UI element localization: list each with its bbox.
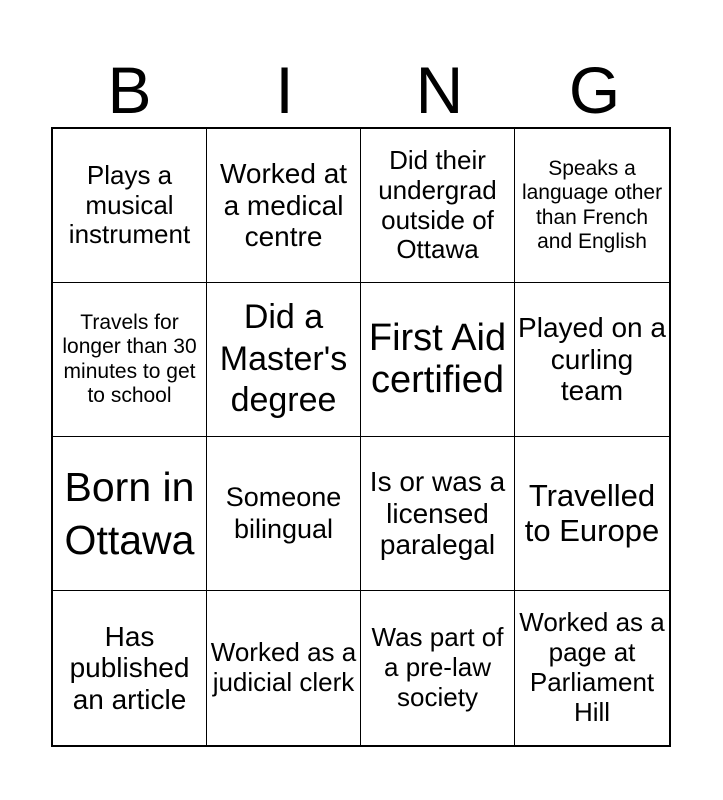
cell-text: Has published an article — [69, 620, 190, 715]
bingo-cell-r4c2[interactable] — [207, 591, 361, 745]
cell-text: Born in Ottawa — [64, 464, 195, 563]
bingo-cell-r2c1[interactable] — [53, 283, 207, 437]
cell-text: Plays a musical instrument — [68, 159, 191, 250]
bingo-cell-r2c4[interactable] — [515, 283, 669, 437]
bingo-board — [51, 127, 671, 747]
cell-text: Travelled to Europe — [524, 477, 660, 548]
cell-text: Worked at a medical centre — [219, 158, 348, 253]
cell-text: Did a Master's degree — [219, 298, 348, 420]
bingo-cell-r3c3[interactable] — [361, 437, 515, 591]
header-letter-i: I — [275, 53, 294, 127]
cell-text: Speaks a language other than French and English — [521, 157, 663, 253]
cell-text: Someone bilingual — [225, 482, 342, 544]
cell-text: First Aid certified — [368, 316, 507, 401]
cell-text: Worked as a judicial clerk — [210, 637, 357, 697]
header-letter-b: B — [107, 53, 152, 127]
bingo-cell-r3c4[interactable] — [515, 437, 669, 591]
header-letter-g: G — [568, 53, 621, 127]
bingo-cell-r4c1[interactable] — [53, 591, 207, 745]
header-letter-n: N — [415, 53, 464, 127]
cell-text: Was part of a pre-law society — [371, 622, 504, 712]
bingo-cell-r3c2[interactable] — [207, 437, 361, 591]
bingo-cell-r4c3[interactable] — [361, 591, 515, 745]
cell-text: Worked as a page at Parliament Hill — [519, 607, 665, 727]
bingo-cell-r1c1[interactable] — [53, 129, 207, 283]
bingo-cell-r1c2[interactable] — [207, 129, 361, 283]
bingo-cell-r2c3[interactable] — [361, 283, 515, 437]
bingo-cell-r1c3[interactable] — [361, 129, 515, 283]
cell-text: Is or was a licensed paralegal — [369, 466, 506, 561]
bingo-header — [52, 50, 672, 130]
bingo-cell-r2c2[interactable] — [207, 283, 361, 437]
cell-text: Did their undergrad outside of Ottawa — [378, 144, 497, 265]
cell-text: Played on a curling team — [518, 312, 666, 407]
bingo-cell-r3c1[interactable] — [53, 437, 207, 591]
bingo-cell-r1c4[interactable] — [515, 129, 669, 283]
bingo-cell-r4c4[interactable] — [515, 591, 669, 745]
cell-text: Travels for longer than 30 minutes to get to school — [62, 311, 197, 407]
